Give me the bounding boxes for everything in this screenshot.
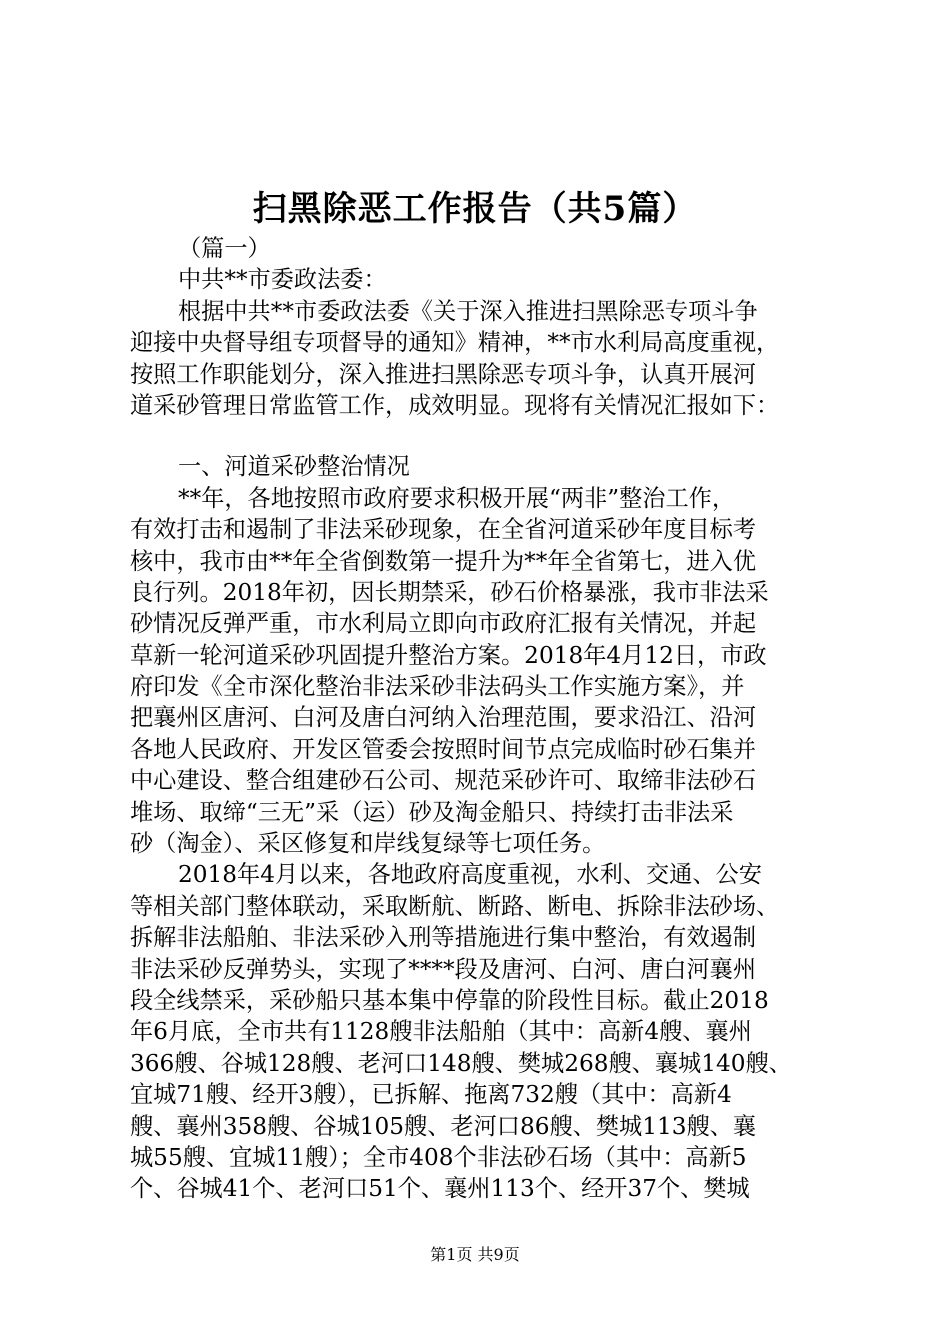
section-heading: 一、河道采砂整治情况 (178, 453, 410, 481)
text-line: 等相关部门整体联动，采取断航、断路、断电、拆除非法砂场、 (130, 892, 780, 920)
text-line: 根据中共**市委政法委《关于深入推进扫黑除恶专项斗争 (178, 297, 758, 325)
text-line: **年，各地按照市政府要求积极开展“两非”整治工作， (178, 484, 736, 512)
text-line: 宜城71艘、经开3艘），已拆解、拖离732艘（其中：高新4 (130, 1081, 732, 1109)
text-line: 拆解非法船舶、非法采砂入刑等措施进行集中整治，有效遏制 (130, 924, 757, 952)
text-line: 城55艘、宜城11艘）；全市408个非法砂石场（其中：高新5 (130, 1143, 747, 1171)
text-line: 把襄州区唐河、白河及唐白河纳入治理范围，要求沿江、沿河 (130, 704, 757, 732)
text-line: 艘、襄州358艘、谷城105艘、老河口86艘、樊城113艘、襄 (130, 1112, 757, 1140)
text-line: 366艘、谷城128艘、老河口148艘、樊城268艘、襄城140艘、 (130, 1049, 792, 1077)
document-body (130, 233, 830, 1205)
text-line: 核中，我市由**年全省倒数第一提升为**年全省第七，进入优 (130, 547, 757, 575)
page-number-footer: 第1页 共9页 (430, 1245, 520, 1264)
text-line: 中共**市委政法委： (178, 266, 387, 294)
text-line: 2018年4月以来，各地政府高度重视，水利、交通、公安 (178, 861, 762, 889)
text-line: 按照工作职能划分，深入推进扫黑除恶专项斗争，认真开展河 (130, 360, 757, 388)
text-line: 迎接中央督导组专项督导的通知》精神，**市水利局高度重视， (130, 329, 780, 357)
text-line: 砂（淘金）、采区修复和岸线复绿等七项任务。 (130, 830, 606, 858)
text-line: 府印发《全市深化整治非法采砂非法码头工作实施方案》，并 (130, 673, 745, 701)
text-line: 有效打击和遏制了非法采砂现象，在全省河道采砂年度目标考 (130, 516, 757, 544)
text-line: （篇一） (178, 235, 271, 262)
text-line: 砂情况反弹严重，市水利局立即向市政府汇报有关情况，并起 (130, 610, 757, 638)
text-line: 各地人民政府、开发区管委会按照时间节点完成临时砂石集并 (130, 735, 757, 763)
document-title: 扫黑除恶工作报告（共5篇） (252, 189, 698, 229)
text-line: 段全线禁采，采砂船只基本集中停靠的阶段性目标。截止2018 (130, 986, 769, 1014)
paragraph-gap (130, 421, 830, 451)
text-line: 堆场、取缔“三无”采（运）砂及淘金船只、持续打击非法采 (130, 798, 734, 826)
text-line: 中心建设、整合组建砂石公司、规范采砂许可、取缔非法砂石 (130, 767, 757, 795)
text-line: 草新一轮河道采砂巩固提升整治方案。2018年4月12日，市政 (130, 641, 767, 669)
text-line: 年6月底，全市共有1128艘非法船舶（其中：高新4艘、襄州 (130, 1018, 752, 1046)
text-line: 道采砂管理日常监管工作，成效明显。现将有关情况汇报如下： (130, 391, 780, 419)
text-line: 非法采砂反弹势头，实现了****段及唐河、白河、唐白河襄州 (130, 955, 757, 983)
text-line: 良行列。2018年初，因长期禁采，砂石价格暴涨，我市非法采 (130, 578, 769, 606)
text-line: 个、谷城41个、老河口51个、襄州113个、经开37个、樊城 (130, 1175, 750, 1203)
